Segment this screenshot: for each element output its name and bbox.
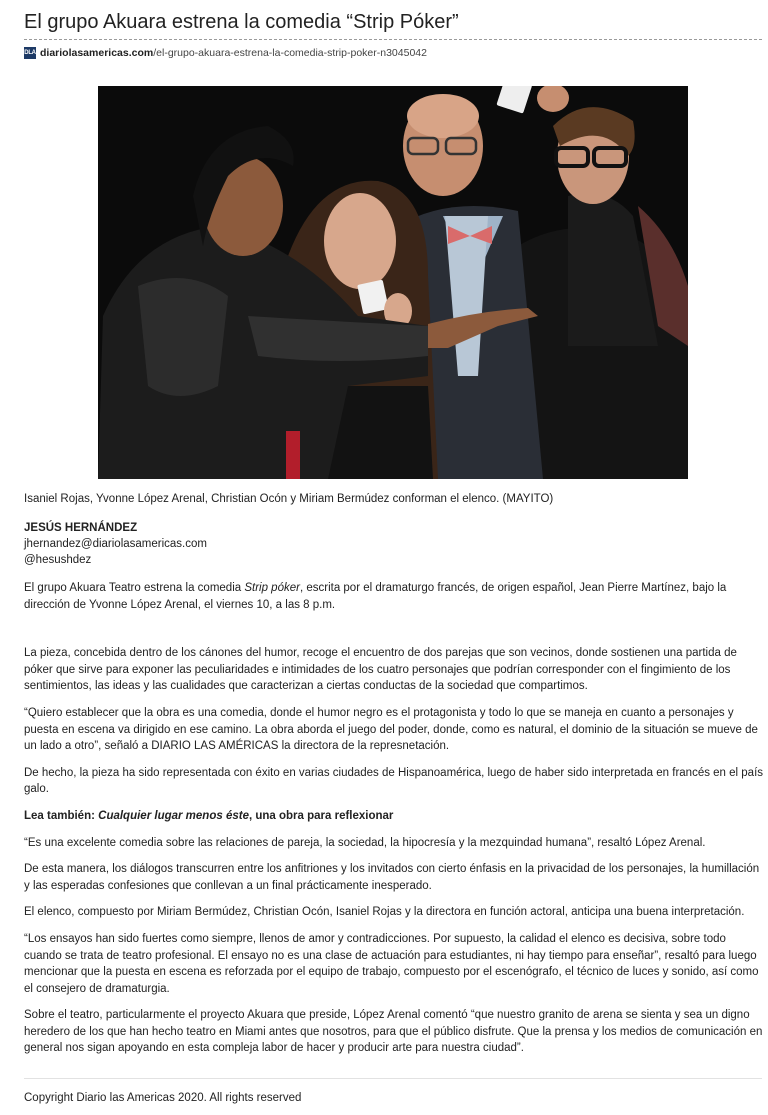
article-header bbox=[24, 0, 762, 62]
article-photo bbox=[98, 86, 688, 479]
author-handle[interactable]: @hesushdez bbox=[24, 554, 92, 566]
source-domain[interactable]: diariolasamericas.com bbox=[40, 47, 154, 59]
body-paragraph: Sobre el teatro, particularmente el proyecto Akuara que preside, López Arenal comentó “que nuestro granito de arena se sienta y sea un digno heredero de los que han hecho teatro en Miami antes que nosotros, para que el público disfrute. Que la prensa y los medios de comunicación en general nos sigan apoyando en esta compleja labor de hacer y producir arte para nuestra ciudad”. bbox=[24, 1009, 763, 1055]
photo-caption: Isaniel Rojas, Yvonne López Arenal, Christian Ocón y Miriam Bermúdez conforman el elenco. (MAYITO) bbox=[24, 493, 554, 505]
title-divider bbox=[24, 39, 762, 40]
source-path[interactable]: /el-grupo-akuara-estrena-la-comedia-strip-poker-n3045042 bbox=[153, 47, 427, 59]
body-paragraph: De hecho, la pieza ha sido representada con éxito en varias ciudades de Hispanoamérica, luego de haber sido interpretada en francés en el país galo. bbox=[24, 766, 764, 796]
page-title: El grupo Akuara estrena la comedia “Strip Póker” bbox=[24, 11, 459, 33]
body-paragraph: “Los ensayos han sido fuertes como siempre, llenos de amor y contradicciones. Por supuesto, la calidad el elenco es decisiva, sobre todo cuando se trata de teatro profesional. El ensayo no es una clase de actuación para estudiantes, ni hay tiempo para enseñar”, resaltó para luego mencionar que la puesta en escena es reforzada por el equipo de trabajo, compuesto por el escenógrafo, el técnico de luces y sonido, así como el consejero de dramaturgia. bbox=[24, 932, 759, 995]
author-name: JESÚS HERNÁNDEZ bbox=[24, 522, 138, 534]
lead-text-before: El grupo Akuara Teatro estrena la comedia bbox=[24, 582, 245, 594]
body-paragraph: “Quiero establecer que la obra es una comedia, donde el humor negro es el protagonista y todo lo que se maneja en cuanto a personajes y puesta en escena va dirigido en ese camino. La obra aborda el juego del poder, donde, como es natural, el dominio de la situación se mueve de un lado a otro”, señaló a DIARIO LAS AMÉRICAS la directora de la represnetación. bbox=[24, 706, 758, 753]
lead-paragraph bbox=[24, 580, 764, 613]
footer-divider bbox=[24, 1078, 762, 1079]
play-title: Strip póker bbox=[244, 582, 300, 594]
body-paragraph: El elenco, compuesto por Miriam Bermúdez, Christian Ocón, Isaniel Rojas y la directora en función actoral, anticipa una buena interpretación. bbox=[24, 906, 745, 919]
see-also-link[interactable]: Cualquier lugar menos éste bbox=[98, 809, 249, 822]
byline bbox=[24, 520, 207, 568]
see-also-rest: , una obra para reflexionar bbox=[248, 809, 394, 822]
site-favicon-icon: DLA bbox=[24, 47, 36, 59]
see-also-label: Lea también: bbox=[24, 809, 99, 822]
source-url[interactable] bbox=[24, 44, 762, 62]
body-paragraph: “Es una excelente comedia sobre las relaciones de pareja, la sociedad, la hipocresía y la mezquindad humana”, resaltó López Arenal. bbox=[24, 836, 706, 849]
lead-text-after: , escrita por el dramaturgo francés, de origen español, Jean Pierre Martínez, bajo la dirección de Yvonne López Arenal, el viernes 10, a las 8 p.m. bbox=[24, 582, 727, 611]
article-body bbox=[24, 580, 764, 1067]
body-paragraph: La pieza, concebida dentro de los cánones del humor, recoge el encuentro de dos parejas que son vecinos, donde sostienen una partida de póker que sirve para exponer las peculiaridades e intimidades de los cuatro personajes que podrían corresponder con el fingimiento de los sentimientos, las ideas y las cualidades que caracterizan a ciertas conductas de la sociedad que compartimos. bbox=[24, 647, 737, 693]
cast-photo-illustration bbox=[98, 86, 688, 479]
see-also bbox=[24, 808, 764, 825]
copyright: Copyright Diario las Americas 2020. All rights reserved bbox=[24, 1092, 302, 1104]
author-email[interactable]: jhernandez@diariolasamericas.com bbox=[24, 538, 207, 550]
body-paragraph: De esta manera, los diálogos transcurren entre los anfitriones y los invitados con cierto énfasis en la privacidad de los personajes, la humillación y las esperadas confesiones que conllevan a un final prácticamente inesperado. bbox=[24, 863, 760, 892]
